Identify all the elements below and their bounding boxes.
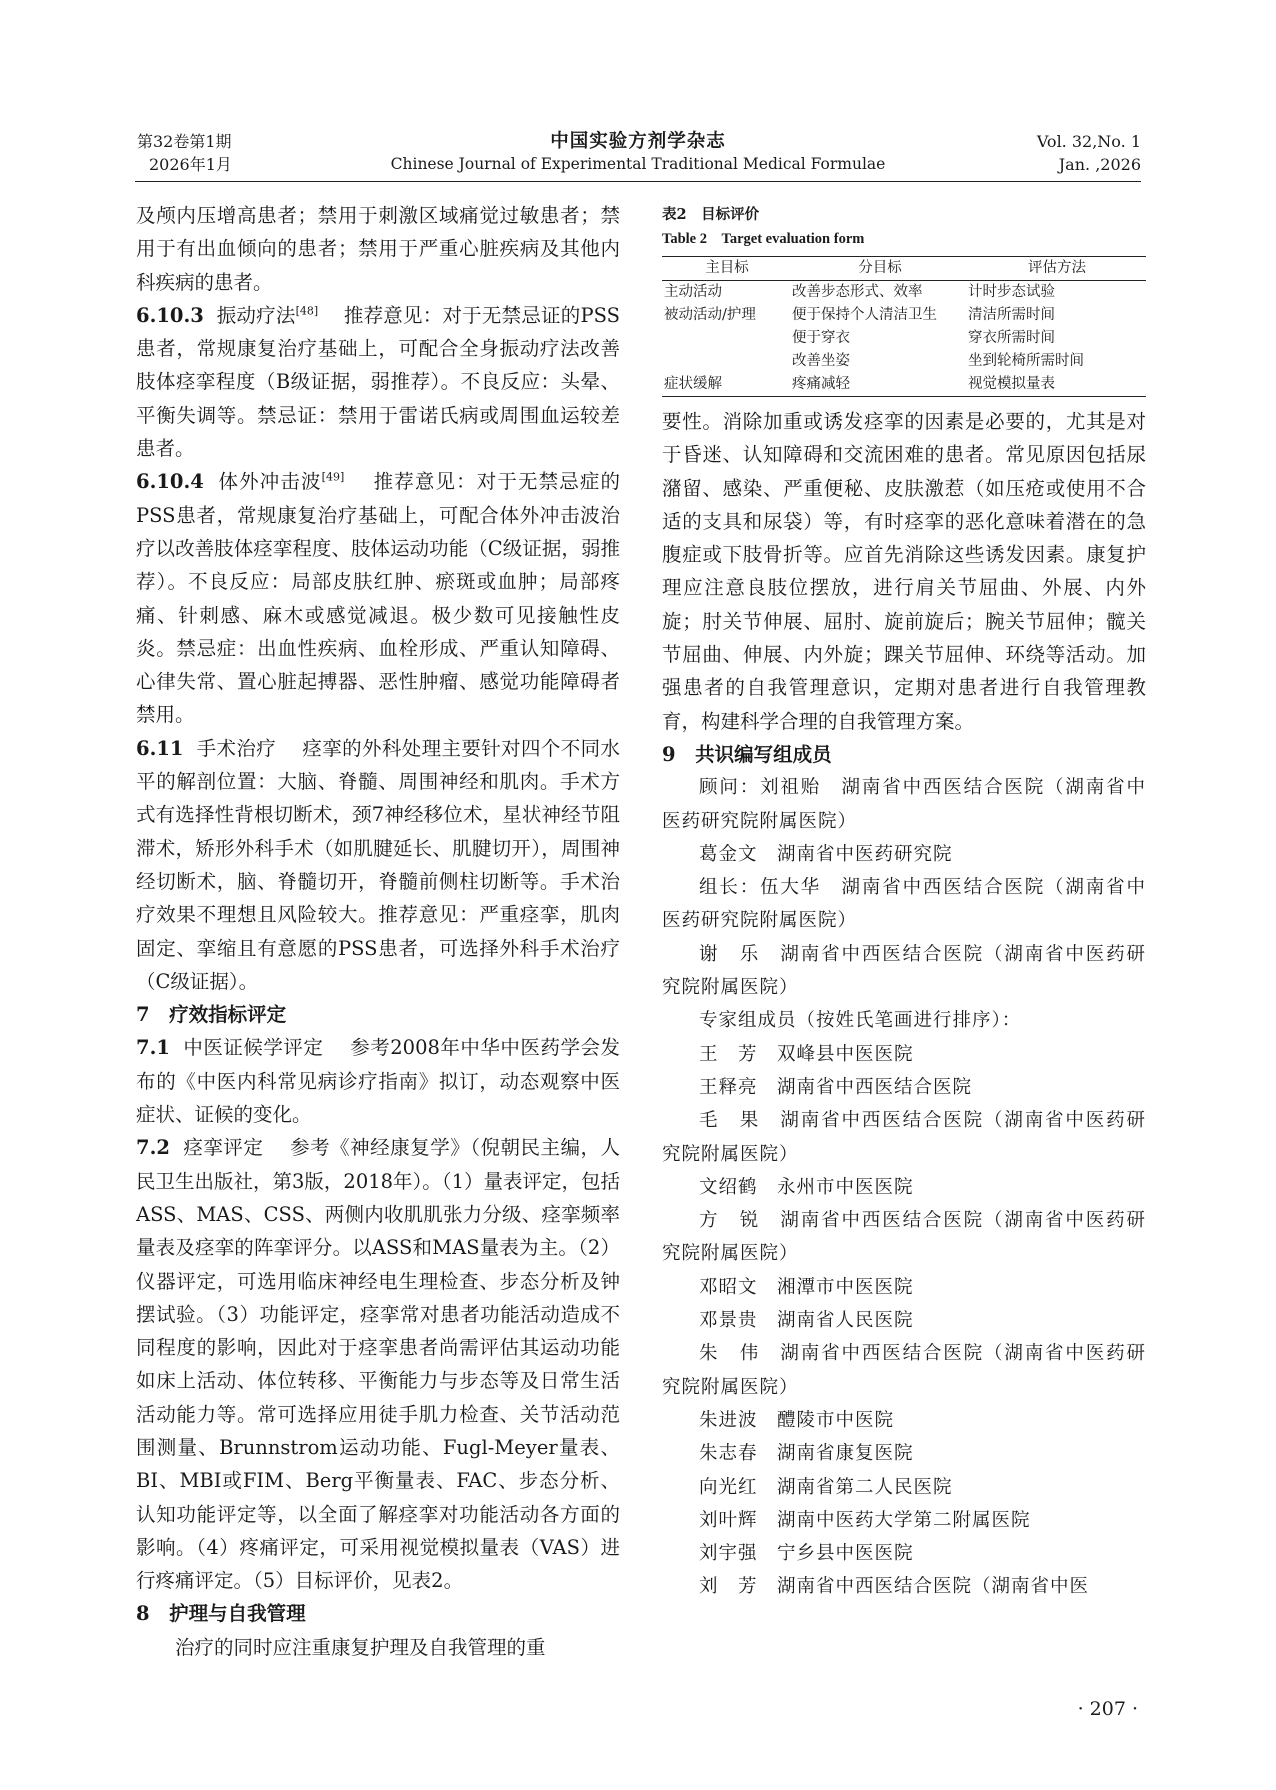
section-title: 振动疗法: [216, 303, 296, 327]
member-entry: 王释亮 湖南省中西医结合医院: [699, 1076, 973, 1098]
table-cell: 便于保持个人清洁卫生: [792, 307, 937, 323]
member-entry: 专家组成员（按姓氏笔画进行排序）：: [699, 1010, 1022, 1032]
table-cell: [662, 350, 792, 373]
table-cell: 坐到轮椅所需时间: [968, 353, 1084, 369]
left-column: [136, 199, 620, 1664]
header-volume-en: [1037, 130, 1141, 180]
section-8-continued: 要性。消除加重或诱发痉挛的因素是必要的，尤其是对于昏迷、认知障碍和交流困难的患者。常见原因包括尿潴留、感染、严重便秘、皮肤激惹（如压疮或使用不合适的支具和尿袋）等，有时痉挛的恶化意味着潜在的急腹症或下肢骨折等。应首先消除这些诱发因素。康复护理应注意良肢位摆放，进行肩关节屈曲、外展、内外旋；肘关节伸展、屈肘、旋前旋后；腕关节屈伸；髋关节屈曲、伸展、内外旋；踝关节屈伸、环绕等活动。加强患者的自我管理意识，定期对患者进行自我管理教育，构建科学合理的自我管理方案。: [662, 410, 1146, 733]
table-header-row: [662, 257, 1146, 281]
member-entry: 方 锐 湖南省中西医结合医院（湖南省中医药研究院附属医院）: [662, 1210, 1146, 1265]
member-entry: 文绍鹤 永州市中医医院: [699, 1176, 914, 1198]
members-list: [662, 771, 1146, 1603]
section-number: 7.1: [136, 1036, 170, 1060]
member-entry: 朱志春 湖南省康复医院: [699, 1443, 914, 1465]
table-cell: 便于穿衣: [792, 330, 850, 346]
member-entry: 组长：伍大华 湖南省中西医结合医院（湖南省中医药研究院附属医院）: [662, 877, 1146, 932]
member-entry: 刘 芳 湖南省中西医结合医院（湖南省中医: [699, 1576, 1090, 1598]
section-8-heading: 8 护理与自我管理: [136, 1602, 306, 1626]
table-cell: 被动活动/护理: [664, 307, 756, 323]
table-cell: 主动活动: [664, 284, 722, 300]
member-entry: 朱进波 醴陵市中医院: [699, 1409, 895, 1431]
table-row: [662, 327, 1146, 350]
member-entry: 顾问：刘祖贻 湖南省中西医结合医院（湖南省中医药研究院附属医院）: [662, 777, 1146, 832]
section-8-text: 治疗的同时应注重康复护理及自我管理的重: [175, 1635, 546, 1659]
citation: [49]: [321, 470, 345, 484]
table-row: [662, 281, 1146, 305]
table-caption-cn: 表2 目标评价: [662, 206, 760, 223]
section-text: 参考2008年中华中医药学会发布的《中医内科常见病诊疗指南》拟订，动态观察中医症状、证候的变化。: [136, 1036, 620, 1127]
table-cell: 穿衣所需时间: [968, 330, 1055, 346]
member-entry: 邓昭文 湘潭市中医医院: [699, 1276, 914, 1298]
section-title: 手术治疗: [196, 736, 277, 760]
section-text: 推荐意见：对于无禁忌证的PSS患者，常规康复治疗基础上，可配合全身振动疗法改善肢体痉挛程度（B级证据，弱推荐）。不良反应：头晕、平衡失调等。禁忌证：禁用于雷诺氏病或周围血运较差患者。: [136, 303, 620, 461]
section-number: 6.10.4: [136, 470, 204, 494]
journal-title-en: Chinese Journal of Experimental Traditional Medical Formulae: [390, 155, 886, 173]
member-entry: 向光红 湖南省第二人民医院: [699, 1476, 953, 1498]
table-row: [662, 304, 1146, 327]
section-text: 推荐意见：对于无禁忌症的PSS患者，常规康复治疗基础上，可配合体外冲击波治疗以改善肢体痉挛程度、肢体运动功能（C级证据，弱推荐）。不良反应：局部皮肤红肿、瘀斑或血肿；局部疼痛、针刺感、麻木或感觉减退。极少数可见接触性皮炎。禁忌症：出血性疾病、血栓形成、严重认知障碍、心律失常、置心脏起搏器、恶性肿瘤、感觉功能障碍者禁用。: [136, 470, 620, 727]
section-number: 7.2: [136, 1136, 170, 1160]
table-cell: 视觉模拟量表: [968, 373, 1146, 397]
section-number: 6.10.3: [136, 303, 204, 327]
section-6-10-3: [136, 299, 620, 465]
section-number: 6.11: [136, 736, 184, 760]
page-number: · 207 ·: [1077, 1698, 1138, 1720]
section-text: 参考《神经康复学》（倪朝民主编，人民卫生出版社，第3版，2018年）。（1）量表评定，包括ASS、MAS、CSS、两侧内收肌肌张力分级、痉挛频率量表及痉挛的阵挛评分。以ASS和MAS量表为主。（2）仪器评定，可选用临床神经电生理检查、步态分析及钟摆试验。（3）功能评定，痉挛常对患者功能活动造成不同程度的影响，因此对于痉挛患者尚需评估其运动功能如床上活动、体位转移、平衡能力与步态等及日常生活活动能力等。常可选择应用徒手肌力检查、关节活动范围测量、Brunnstrom运动功能、Fugl-Meyer量表、BI、MBI或FIM、Berg平衡量表、FAC、步态分析、认知功能评定等，以全面了解痉挛对功能活动各方面的影响。（4）疼痛评定，可采用视觉模拟量表（VAS）进行疼痛评定。（5）目标评价，见表2。: [136, 1136, 620, 1593]
table-cell: 改善坐姿: [792, 353, 850, 369]
table-row: [662, 373, 1146, 397]
member-entry: 王 芳 双峰县中医医院: [699, 1043, 914, 1065]
target-evaluation-table: [662, 256, 1146, 397]
header-rule: [135, 181, 1141, 182]
table-header-cell: 分目标: [792, 257, 968, 281]
member-entry: 毛 果 湖南省中西医结合医院（湖南省中医药研究院附属医院）: [662, 1110, 1146, 1165]
section-7-1: [136, 1031, 620, 1131]
section-title: 痉挛评定: [183, 1136, 264, 1160]
table-cell: 清洁所需时间: [968, 307, 1055, 323]
table-cell: 计时步态试验: [968, 284, 1055, 300]
section-6-10-4: [136, 465, 620, 731]
citation: [48]: [295, 304, 319, 318]
journal-title-cn: 中国实验方剂学杂志: [550, 131, 726, 152]
table-header-cell: 主目标: [662, 257, 792, 281]
paragraph-intro: 及颅内压增高患者；禁用于刺激区域痛觉过敏患者；禁用于有出血倾向的患者；禁用于严重心脏疾病及其他内科疾病的患者。: [136, 204, 620, 294]
table-cell: 疼痛减轻: [792, 373, 968, 397]
table-header-cell: 评估方法: [968, 257, 1146, 281]
right-column: [662, 203, 1146, 1604]
table-cell: [662, 327, 792, 350]
date-en: Jan. ,2026: [1058, 155, 1141, 174]
member-entry: 朱 伟 湖南省中西医结合医院（湖南省中医药研究院附属医院）: [662, 1343, 1146, 1398]
table-cell: 改善步态形式、效率: [792, 284, 923, 300]
volume-issue-cn: 第32卷第1期: [137, 132, 232, 151]
section-7-heading: 7 疗效指标评定: [136, 1003, 287, 1027]
member-entry: 邓景贵 湖南省人民医院: [699, 1310, 914, 1332]
member-entry: 刘宇强 宁乡县中医医院: [699, 1543, 914, 1565]
member-entry: 谢 乐 湖南省中西医结合医院（湖南省中医药研究院附属医院）: [662, 943, 1146, 999]
volume-issue-en: Vol. 32,No. 1: [1036, 132, 1141, 151]
section-9-heading: 9 共识编写组成员: [662, 742, 832, 766]
date-cn: 2026年1月: [149, 155, 232, 174]
table-row: [662, 350, 1146, 373]
table-cell: 症状缓解: [662, 373, 792, 397]
member-entry: 刘叶辉 湖南中医药大学第二附属医院: [699, 1509, 1031, 1531]
section-7-2: [136, 1131, 620, 1597]
member-entry: 葛金文 湖南省中医药研究院: [699, 843, 953, 865]
table-caption-en: Table 2 Target evaluation form: [662, 231, 865, 247]
section-title: 中医证候学评定: [183, 1036, 324, 1060]
section-text: 痉挛的外科处理主要针对四个不同水平的解剖位置：大脑、脊髓、周围神经和肌肉。手术方式有选择性背根切断术，颈7神经移位术，星状神经节阻滞术，矫形外科手术（如肌腱延长、肌腱切开），周围神经切断术，脑、脊髓切开，脊髓前侧柱切断等。手术治疗效果不理想且风险较大。推荐意见：严重痉挛，肌肉固定、挛缩且有意愿的PSS患者，可选择外科手术治疗（C级证据）。: [136, 736, 620, 993]
section-6-11: [136, 732, 620, 998]
section-title: 体外冲击波: [218, 470, 322, 494]
